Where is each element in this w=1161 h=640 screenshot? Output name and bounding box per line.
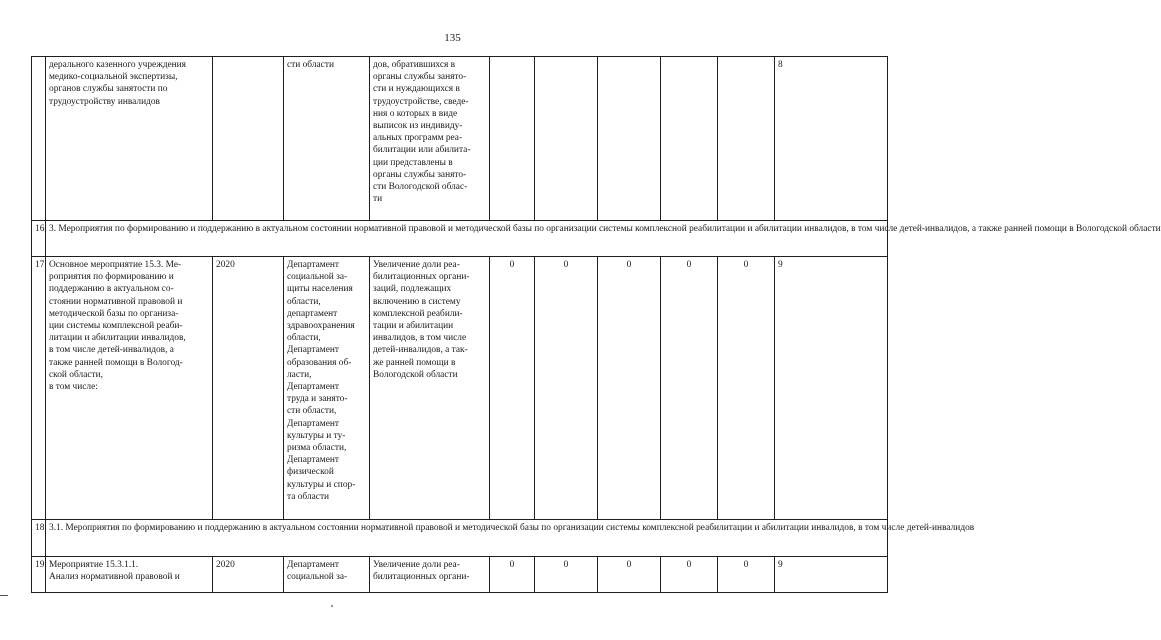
row-number: 19. <box>32 557 46 593</box>
year-cell: 2020 <box>213 257 284 520</box>
text-line: детей-инвалидов, а так- <box>373 345 468 356</box>
text-line: органы службы занято- <box>373 169 467 180</box>
text-line: в том числе: <box>49 382 98 393</box>
text-line: комплексной реабили- <box>373 308 463 319</box>
text-line: ции системы комплексной реаби- <box>49 321 183 332</box>
text-line: стоянии нормативной правовой и <box>49 296 183 307</box>
text-line: социальной за- <box>287 572 348 583</box>
text-line: поддержанию в актуальном со- <box>49 284 174 295</box>
text-line: Департамент <box>287 560 339 570</box>
text-line: выписок из индивиду- <box>373 121 463 132</box>
text-line: Мероприятие 15.3.1.1. <box>49 560 139 570</box>
row-number: 16. <box>32 221 46 257</box>
text-line: трудоустройству инвалидов <box>49 96 160 107</box>
year-cell: 2020 <box>213 557 284 593</box>
value-cell <box>535 57 598 221</box>
text-line: сти Вологодской облас- <box>373 182 468 193</box>
table-row-section <box>32 221 888 257</box>
table-row-continuation <box>32 57 888 221</box>
text-line: в том числе детей-инвалидов, а <box>49 345 174 356</box>
text-line: области, <box>287 296 321 307</box>
text-line: органы службы занято- <box>373 72 467 83</box>
text-line: Основное мероприятие 15.3. Ме- <box>49 260 182 270</box>
text-line: сти и нуждающихся в <box>373 84 460 95</box>
text-line: Департамент <box>287 260 339 270</box>
table-row-main-event <box>32 257 888 520</box>
text-line: щиты населения <box>287 284 353 295</box>
text-line: литации и абилитации инвалидов, <box>49 333 186 344</box>
text-line: Департамент <box>287 418 339 429</box>
text-line: Департамент <box>287 455 339 466</box>
row-number: 18. <box>32 520 46 557</box>
value-cell <box>718 57 775 221</box>
value-cell: 0 <box>598 257 661 520</box>
text-line: включению в систему <box>373 296 461 307</box>
text-line: труда и занято- <box>287 394 348 405</box>
text-line: билитационных органи- <box>373 272 470 283</box>
indicator-cell <box>370 557 490 593</box>
year-cell <box>213 57 284 221</box>
event-name-cell <box>46 257 213 520</box>
text-line: ской области, <box>49 369 103 380</box>
value-cell <box>490 57 535 221</box>
value-cell: 0 <box>490 557 535 593</box>
indicator-cell <box>370 57 490 221</box>
text-line: ризма области, <box>287 443 347 454</box>
text-line: дов, обратившихся в <box>373 60 456 70</box>
text-line: здравоохранения <box>287 321 355 332</box>
text-line: Увеличение доли реа- <box>373 260 460 270</box>
text-line: департамент <box>287 308 338 319</box>
text-line: сти области <box>287 60 334 70</box>
text-line: альных программ реа- <box>373 133 463 144</box>
text-line: Департамент <box>287 382 339 393</box>
text-line: образования об- <box>287 357 352 368</box>
reference-cell: 8 <box>775 57 888 221</box>
value-cell: 0 <box>718 257 775 520</box>
text-line: Вологодской области <box>373 369 458 380</box>
executor-cell <box>284 57 370 221</box>
row-number: 17. <box>32 257 46 520</box>
indicator-cell <box>370 257 490 520</box>
text-line: инвалидов, в том числе <box>373 333 467 344</box>
text-line: ции представлены в <box>373 157 453 168</box>
text-line: социальной за- <box>287 272 348 283</box>
value-cell: 0 <box>661 557 718 593</box>
text-line: методической базы по организа- <box>49 308 179 319</box>
page-number: 135 <box>444 32 461 44</box>
value-cell: 0 <box>490 257 535 520</box>
reference-cell: 9 <box>775 557 888 593</box>
text-line: билитационных органи- <box>373 572 470 583</box>
text-line: дерального казенного учреждения <box>49 60 186 70</box>
text-line: медико-социальной экспертизы, <box>49 72 178 83</box>
text-line: культуры и спор- <box>287 479 356 490</box>
program-table <box>31 56 1161 593</box>
text-line: Департамент <box>287 345 339 356</box>
value-cell: 0 <box>718 557 775 593</box>
value-cell: 0 <box>535 557 598 593</box>
value-cell: 0 <box>535 257 598 520</box>
text-line: физической <box>287 467 334 478</box>
text-line: также ранней помощи в Вологод- <box>49 357 183 368</box>
section-heading: 3. Мероприятия по формированию и поддержанию в актуальном состоянии нормативной правовой и методической базы по организации системы комплексной реабилитации и абилитации инвалидов, в том числе детей-инвалидов, а также ранней помощи в Вологодской области <box>46 221 888 257</box>
event-name-cell <box>46 57 213 221</box>
executor-cell <box>284 257 370 520</box>
text-line: же ранней помощи в <box>373 357 456 368</box>
text-line: тации и абилитации <box>373 321 454 332</box>
text-line: ти <box>373 194 383 205</box>
text-line: роприятия по формированию и <box>49 272 174 283</box>
table-row-event <box>32 557 888 593</box>
scan-dot-mark <box>331 605 333 607</box>
text-line: ния о которых в виде <box>373 108 458 119</box>
text-line: ласти, <box>287 369 312 380</box>
value-cell: 0 <box>661 257 718 520</box>
executor-cell <box>284 557 370 593</box>
text-line: заций, подлежащих <box>373 284 452 295</box>
text-line: сти области, <box>287 406 337 417</box>
text-line: та области <box>287 491 330 502</box>
text-line: трудоустройстве, сведе- <box>373 96 469 107</box>
section-heading: 3.1. Мероприятия по формированию и поддержанию в актуальном состоянии нормативной правовой и методической базы по организации системы комплексной реабилитации и абилитации инвалидов, в том числе детей-инвалидов <box>46 520 888 557</box>
value-cell <box>661 57 718 221</box>
text-line: органов службы занятости по <box>49 84 168 95</box>
value-cell <box>598 57 661 221</box>
text-line: культуры и ту- <box>287 430 346 441</box>
event-name-cell <box>46 557 213 593</box>
text-line: Анализ нормативной правовой и <box>49 572 180 583</box>
table-row-section <box>32 520 888 557</box>
text-line: Увеличение доли реа- <box>373 560 460 570</box>
row-number <box>32 57 46 221</box>
value-cell: 0 <box>598 557 661 593</box>
scan-edge-mark <box>0 595 8 596</box>
reference-cell: 9 <box>775 257 888 520</box>
text-line: билитации или абилита- <box>373 145 471 156</box>
text-line: области, <box>287 333 321 344</box>
